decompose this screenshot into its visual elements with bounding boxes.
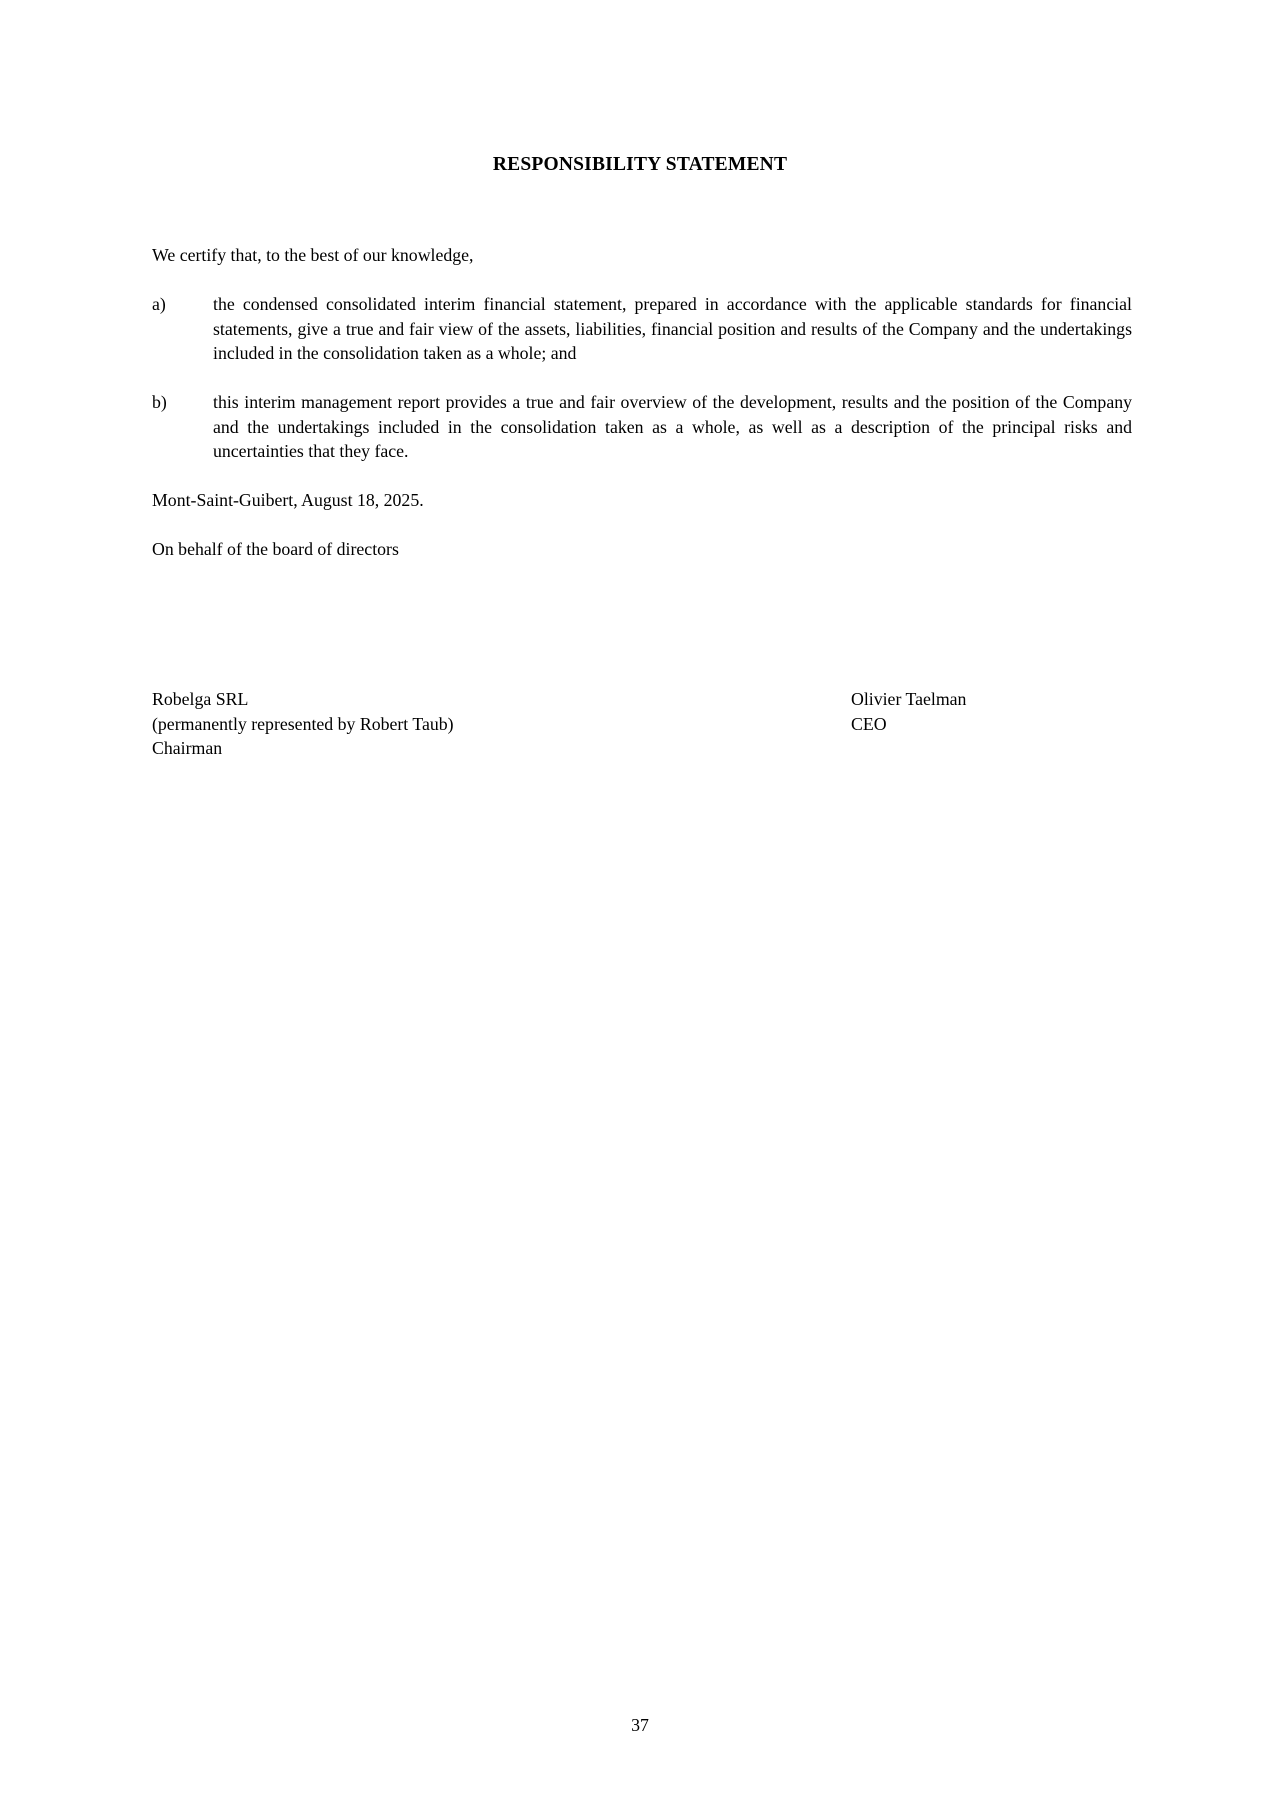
list-item-a: [152, 292, 1132, 366]
on-behalf-line: On behalf of the board of directors: [152, 539, 399, 559]
signatory-left: [152, 687, 572, 761]
document-title: RESPONSIBILITY STATEMENT: [492, 154, 788, 175]
page-number: 37: [631, 1715, 649, 1735]
signatory-left-name: Robelga SRL: [152, 689, 249, 709]
list-item-text: the condensed consolidated interim financial statement, prepared in accordance with the applicable standards for financial statements, give a true and fair view of the assets, liabilities, financial position and results of the Company and the undertakings included in the consolidation taken as a whole; and: [213, 294, 1132, 363]
signatory-left-role: Chairman: [152, 738, 223, 758]
place-and-date: Mont-Saint-Guibert, August 18, 2025.: [152, 490, 424, 510]
list-item-text: this interim management report provides a true and fair overview of the development, results and the position of the Company and the undertakings included in the consolidation taken as a whole, as well as a description of the principal risks and uncertainties that they face.: [213, 392, 1132, 461]
signatory-left-representation: (permanently represented by Robert Taub): [152, 713, 454, 734]
signatory-right: [851, 687, 1131, 736]
list-item-marker: a): [152, 294, 166, 314]
list-item-marker: b): [152, 392, 167, 412]
list-item-b: [152, 390, 1132, 464]
signatory-right-role: CEO: [851, 713, 887, 734]
signatory-right-name: Olivier Taelman: [851, 689, 967, 709]
intro-paragraph: We certify that, to the best of our knowledge,: [152, 245, 474, 265]
